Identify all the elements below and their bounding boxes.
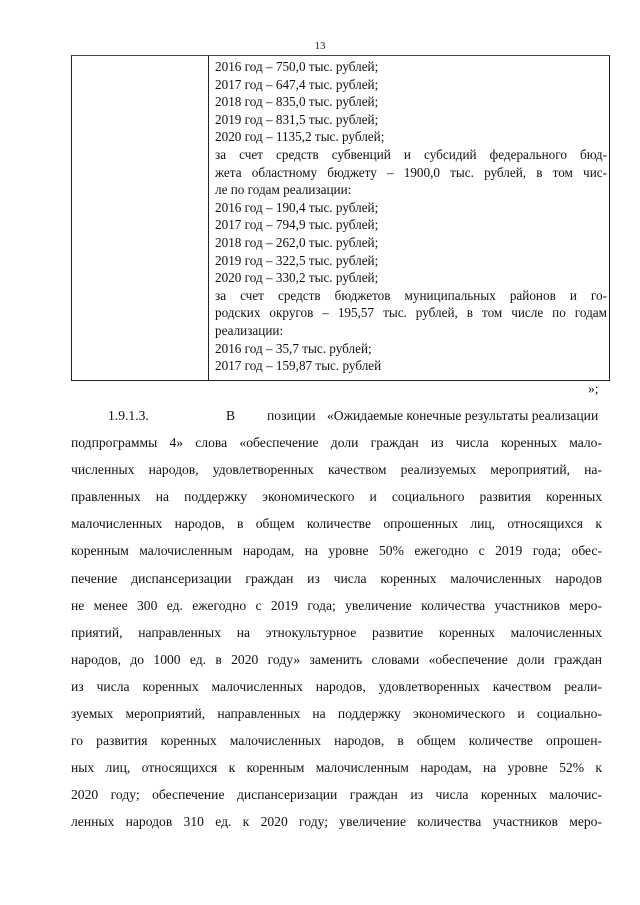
paragraph-number: 1.9.1.3. [108, 408, 149, 423]
table-line: за счет средств бюджетов муниципальных районов и го- [215, 287, 607, 303]
amendment-paragraph [71, 402, 602, 836]
paragraph-line: 2020 году; обеспечение диспансеризации граждан из числа коренных малочис- [71, 787, 602, 803]
paragraph-line: численных народов, удовлетворенных качеством реализуемых мероприятий, на- [71, 462, 602, 478]
paragraph-line: подпрограммы 4» слова «обеспечение доли граждан из числа коренных мало- [71, 435, 602, 451]
paragraph-line: из числа коренных малочисленных народов, удовлетворенных качеством реали- [71, 678, 602, 694]
table-line: 2016 год – 750,0 тыс. рублей; [215, 59, 379, 74]
table-line: реализации: [215, 322, 284, 338]
table-line: за счет средств субвенций и субсидий федерального бюд- [215, 146, 607, 162]
paragraph-line: зуемых мероприятий, направленных на поддержку экономического и социально- [71, 706, 602, 722]
paragraph-line: не менее 300 ед. ежегодно с 2019 года; увеличение количества участников меро- [71, 597, 602, 613]
page-number: 13 [314, 40, 326, 52]
closing-quote: »; [588, 381, 599, 396]
paragraph-line: ленных народов 310 ед. к 2020 году; увеличение количества участников меро- [71, 814, 602, 830]
table-line: родских округов – 195,57 тыс. рублей, в том числе по годам [215, 305, 607, 321]
paragraph-line: ных лиц, относящихся к коренным малочисленным народам, на уровне 52% к [71, 760, 602, 776]
funding-table [71, 55, 610, 381]
paragraph-line: коренным малочисленным народам, на уровне 50% ежегодно с 2019 года; обес- [71, 543, 602, 559]
table-line: 2020 год – 330,2 тыс. рублей; [215, 270, 379, 286]
paragraph-line: малочисленных народов, в общем количестве опрошенных лиц, относящихся к [71, 516, 602, 532]
table-line: 2017 год – 794,9 тыс. рублей; [215, 217, 379, 233]
table-line: 2020 год – 1135,2 тыс. рублей; [215, 129, 385, 145]
table-line: 2016 год – 35,7 тыс. рублей; [215, 340, 372, 356]
paragraph-line: народов, до 1000 ед. в 2020 году» заменить словами «обеспечение доли граждан [71, 651, 602, 667]
paragraph-line: печение диспансеризации граждан из числа коренных малочисленных народов [71, 570, 602, 586]
table-line: 2018 год – 262,0 тыс. рублей; [215, 234, 379, 250]
table-line: 2016 год – 190,4 тыс. рублей; [215, 199, 379, 215]
paragraph-line: го развития коренных малочисленных народов, в общем количестве опрошен- [71, 733, 602, 749]
paragraph-line: приятий, направленных на этнокультурное развитие коренных малочисленных [71, 624, 602, 640]
table-line: 2017 год – 159,87 тыс. рублей [215, 358, 382, 374]
paragraph-first-line [71, 402, 602, 429]
paragraph-word: «Ожидаемые конечные результаты реализации [327, 408, 599, 423]
table-line: ле по годам реализации: [215, 182, 352, 198]
paragraph-word: В [226, 408, 236, 423]
table-line: жета областному бюджету – 1900,0 тыс. рублей, в том чис- [215, 164, 607, 180]
table-line: 2019 год – 831,5 тыс. рублей; [215, 111, 379, 127]
table-funding-cell [215, 58, 607, 375]
table-line: 2018 год – 835,0 тыс. рублей; [215, 94, 379, 110]
table-column-divider [208, 56, 209, 380]
table-line: 2019 год – 322,5 тыс. рублей; [215, 252, 379, 268]
paragraph-word: позиции [267, 408, 316, 423]
table-line: 2017 год – 647,4 тыс. рублей; [215, 76, 379, 92]
paragraph-line: правленных на поддержку экономического и социального развития коренных [71, 489, 602, 505]
